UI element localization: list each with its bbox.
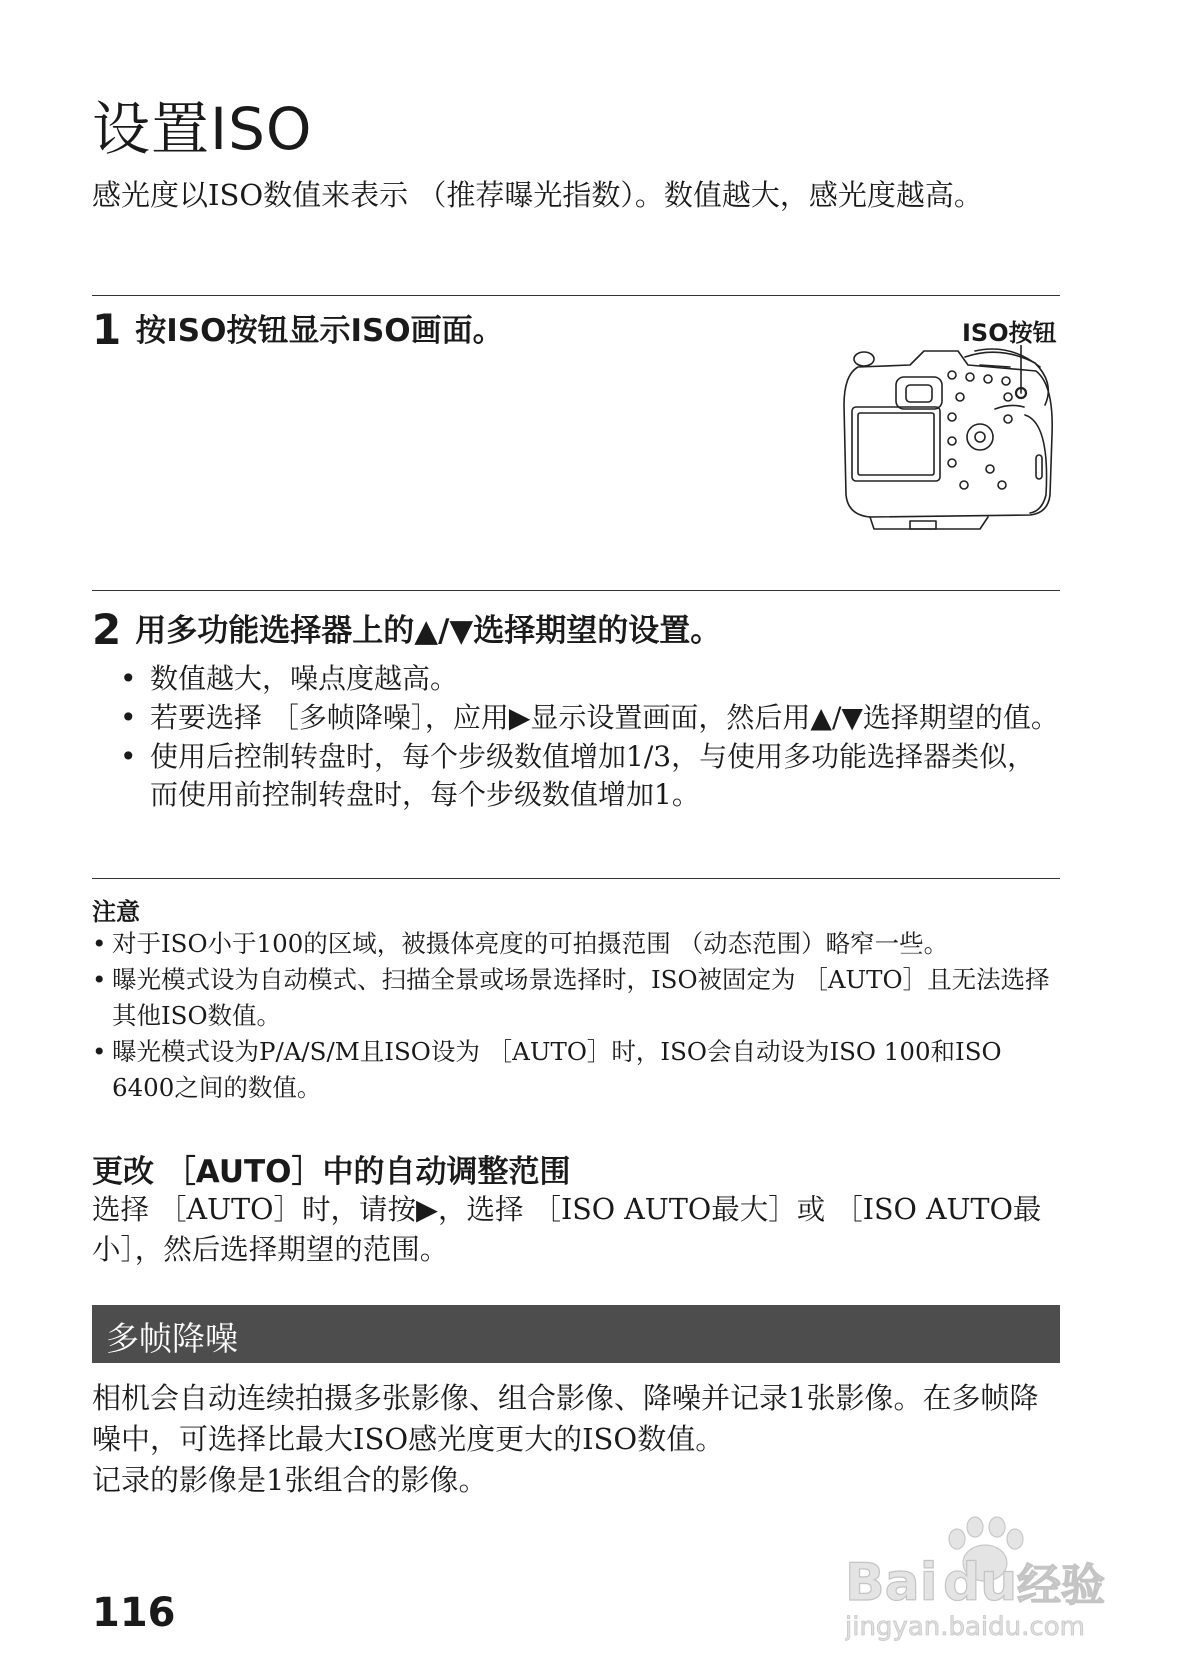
step-2-number: 2 — [92, 605, 122, 654]
step-1-text: 按ISO按钮显示ISO画面。 — [135, 313, 504, 349]
note-list — [92, 926, 1060, 1106]
step-2-text: 用多功能选择器上的▲/▼选择期望的设置。 — [135, 613, 722, 649]
note-item: • 对于ISO小于100的区域，被摄体亮度的可拍摄范围 （动态范围）略窄一些。 — [92, 926, 1060, 962]
svg-text:jingyan.baidu.com: jingyan.baidu.com — [845, 1612, 1085, 1642]
camera-rear-icon — [840, 345, 1060, 555]
page-title: 设置ISO — [92, 95, 313, 163]
intro-text: 感光度以ISO数值来表示 （推荐曝光指数）。数值越大，感光度越高。 — [92, 178, 983, 212]
iso-button-callout: ISO按钮 — [962, 319, 1057, 347]
watermark-brand: Bai — [845, 1553, 938, 1613]
step-1-number: 1 — [92, 305, 122, 354]
multi-frame-paragraph: 记录的影像是1张组合的影像。 — [92, 1463, 488, 1497]
svg-text:du: du — [943, 1553, 1018, 1613]
multi-frame-paragraph: 相机会自动连续拍摄多张影像、组合影像、降噪并记录1张影像。在多帧降噪中，可选择比最大ISO感光度更大的ISO数值。 — [92, 1381, 1039, 1456]
page-number: 116 — [92, 1590, 176, 1636]
section-header-title: 多帧降噪 — [106, 1319, 238, 1358]
baidu-watermark-logo — [845, 1505, 1125, 1645]
step-2-bullet: • 数值越大，噪点度越高。 — [120, 660, 1060, 698]
divider-1 — [92, 295, 1060, 296]
step-2-bullet-list — [120, 660, 1060, 815]
svg-text:经验: 经验 — [1017, 1560, 1105, 1611]
step-2-bullet: • 若要选择 ［多帧降噪］，应用▶显示设置画面，然后用▲/▼选择期望的值。 — [120, 699, 1060, 737]
divider-2 — [92, 590, 1060, 591]
auto-range-body: 选择 ［AUTO］时，请按▶，选择 ［ISO AUTO最大］或 ［ISO AUTO最小］，然后选择期望的范围。 — [92, 1193, 1042, 1266]
note-item: • 曝光模式设为自动模式、扫描全景或场景选择时，ISO被固定为 ［AUTO］且无法选择其他ISO数值。 — [92, 962, 1060, 1034]
note-item: • 曝光模式设为P/A/S/M且ISO设为 ［AUTO］时，ISO会自动设为ISO 100和ISO 6400之间的数值。 — [92, 1034, 1060, 1106]
multi-frame-body — [92, 1378, 1060, 1501]
auto-range-heading: 更改 ［AUTO］中的自动调整范围 — [92, 1154, 571, 1190]
divider-3 — [92, 878, 1060, 879]
step-2-heading — [92, 605, 721, 654]
step-2-bullet: • 使用后控制转盘时，每个步级数值增加1/3，与使用多功能选择器类似，而使用前控制转盘时，每个步级数值增加1。 — [120, 738, 1060, 814]
note-title: 注意 — [92, 898, 140, 926]
section-header-bar — [92, 1305, 1060, 1363]
step-1-heading — [92, 305, 504, 354]
